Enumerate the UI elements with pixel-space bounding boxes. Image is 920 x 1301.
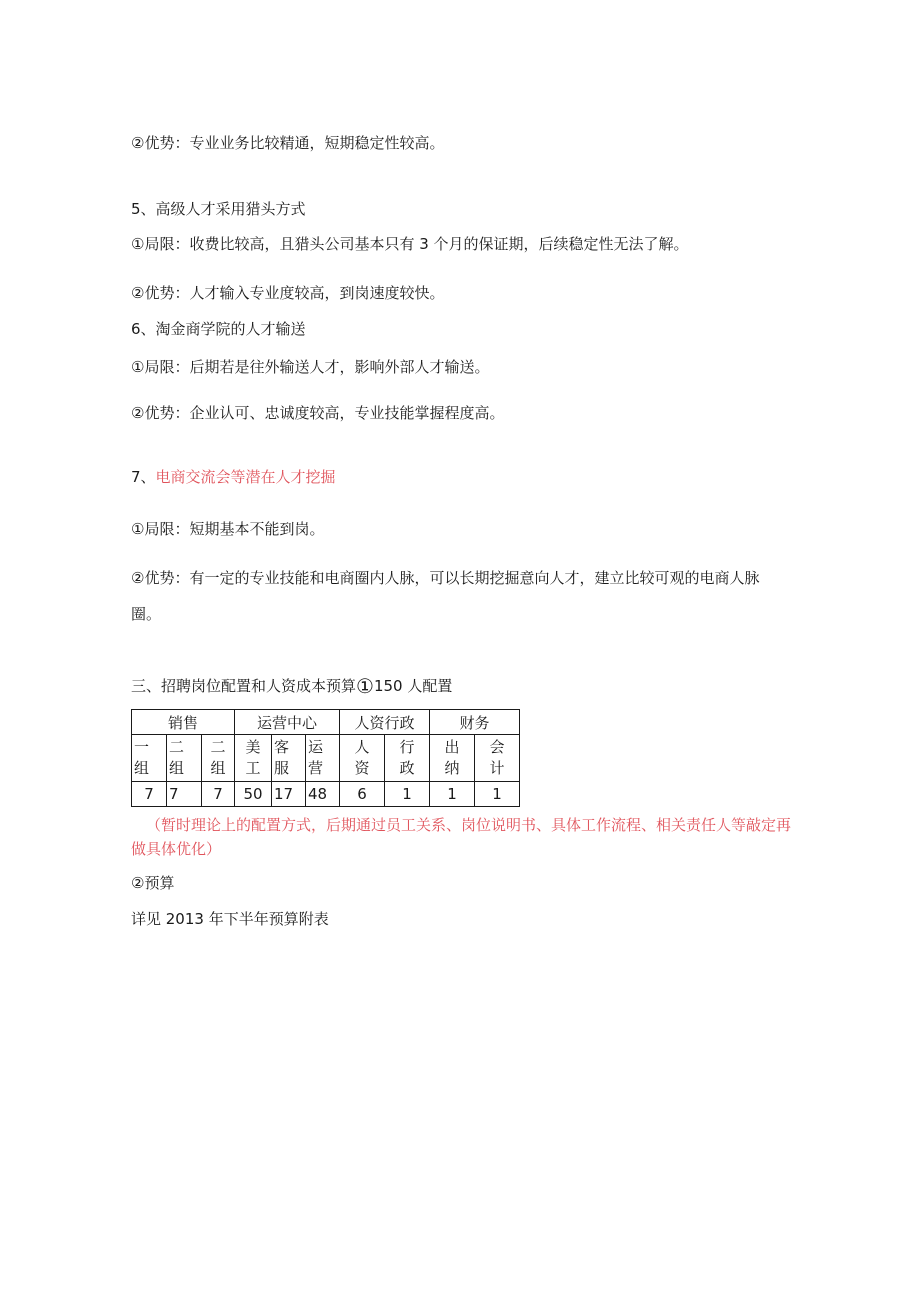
advantage-line-7: ②优势：有一定的专业技能和电商圈内人脉，可以长期挖掘意向人才，建立比较可观的电商人脉 [131,569,760,587]
value-sales-team-3: 7 [202,782,235,807]
value-hr: 6 [340,782,385,807]
group-hr-admin: 人资行政 [340,710,430,735]
limitation-line-5: ①局限：收费比较高，且猎头公司基本只有 3 个月的保证期，后续稳定性无法了解。 [131,235,689,253]
sub-customer-service: 客 服 [272,735,306,782]
budget-heading: ②预算 [131,874,175,892]
section-3-title: 三、招聘岗位配置和人资成本预算 [131,677,357,695]
value-customer-service: 17 [272,782,306,807]
advantage-line-4: ②优势：专业业务比较精通，短期稳定性较高。 [131,134,445,152]
group-finance: 财务 [430,710,520,735]
budget-reference: 详见 2013 年下半年预算附表 [131,910,329,928]
advantage-line-5: ②优势：人才输入专业度较高，到岗速度较快。 [131,284,445,302]
section-3-heading [131,676,452,696]
sub-sales-team-2: 二 组 [167,735,202,782]
item-5-heading: 5、高级人才采用猎头方式 [131,200,306,218]
item-6-heading: 6、淘金商学院的人才输送 [131,320,306,338]
group-operations: 运营中心 [235,710,340,735]
item-7-heading [131,467,336,487]
sub-hr: 人 资 [340,735,385,782]
sub-admin: 行 政 [385,735,430,782]
value-accountant: 1 [475,782,520,807]
config-note: （暂时理论上的配置方式，后期通过员工关系、岗位说明书、具体工作流程、相关责任人等敲定再做具体优化） [131,816,792,858]
sub-operation: 运 营 [306,735,340,782]
sub-designer: 美 工 [235,735,272,782]
value-admin: 1 [385,782,430,807]
value-sales-team-1: 7 [132,782,167,807]
sub-sales-team-1: 一 组 [132,735,167,782]
group-sales: 销售 [132,710,235,735]
sub-accountant: 会 计 [475,735,520,782]
value-cashier: 1 [430,782,475,807]
sub-cashier: 出 纳 [430,735,475,782]
limitation-line-6: ①局限：后期若是往外输送人才，影响外部人才输送。 [131,358,490,376]
value-sales-team-2: 7 [167,782,202,807]
value-operation: 48 [306,782,340,807]
advantage-line-7-cont: 圈。 [131,605,162,623]
item-7-title: 电商交流会等潜在人才挖掘 [155,468,336,486]
limitation-line-7: ①局限：短期基本不能到岗。 [131,520,325,538]
item-7-number: 7、 [131,468,156,486]
advantage-line-6: ②优势：企业认可、忠诚度较高，专业技能掌握程度高。 [131,404,505,422]
value-designer: 50 [235,782,272,807]
staffing-table [131,709,520,807]
circled-one: ① [356,674,374,698]
sub-sales-team-3: 二 组 [202,735,235,782]
section-3-config: 150 人配置 [373,677,453,695]
